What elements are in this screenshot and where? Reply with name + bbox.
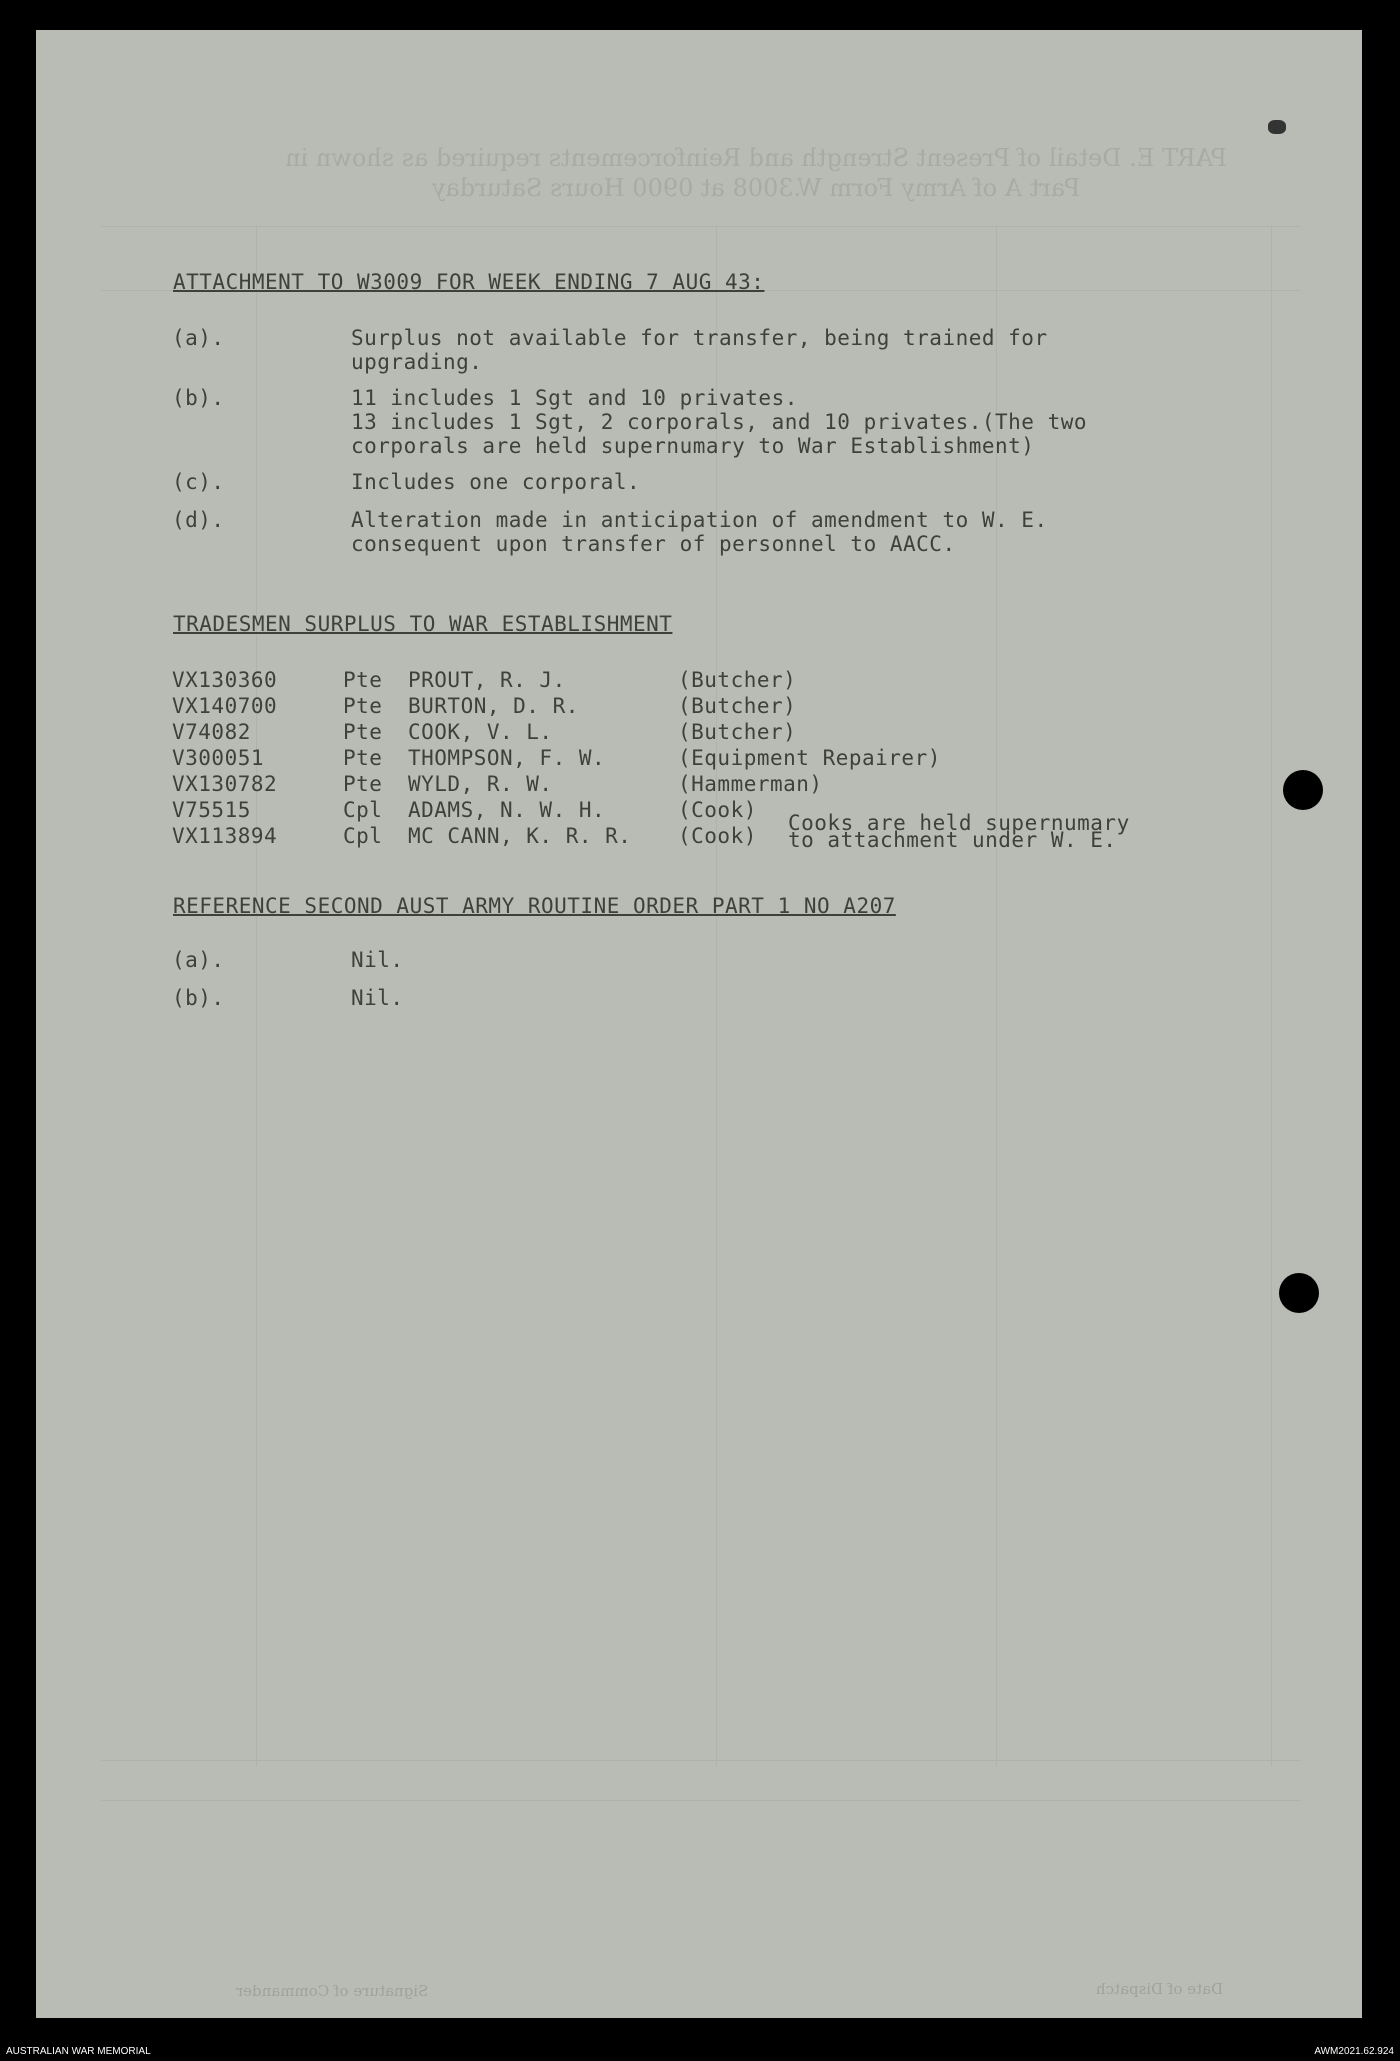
tradesmen-heading: TRADESMEN SURPLUS TO WAR ESTABLISHMENT	[173, 612, 673, 636]
note-label-a: (a).	[172, 326, 225, 350]
service-number: V75515	[172, 798, 251, 822]
note-b-line2: 13 includes 1 Sgt, 2 corporals, and 10 privates.(The two	[351, 410, 1088, 434]
soldier-name: ADAMS, N. W. H.	[408, 798, 606, 822]
commander-signature-label: Signature of Commander	[236, 1982, 429, 2000]
service-number: V300051	[172, 746, 265, 770]
trade: (Hammerman)	[678, 772, 823, 796]
soldier-name: COOK, V. L.	[408, 720, 553, 744]
trade: (Cook)	[678, 798, 757, 822]
rank: Cpl	[343, 798, 383, 822]
trade: (Cook)	[678, 824, 757, 848]
document-sheet	[36, 30, 1362, 2018]
note-a-line2: upgrading.	[351, 350, 483, 374]
form-part-subtitle: Part A of Army Form W.3008 at 0900 Hours Saturday	[431, 174, 1081, 202]
service-number: VX113894	[172, 824, 278, 848]
service-number: VX140700	[172, 694, 278, 718]
rank: Cpl	[343, 824, 383, 848]
soldier-name: MC CANN, K. R. R.	[408, 824, 632, 848]
soldier-name: WYLD, R. W.	[408, 772, 553, 796]
rank: Pte	[343, 668, 383, 692]
soldier-name: THOMPSON, F. W.	[408, 746, 606, 770]
punch-hole-bottom	[1279, 1273, 1319, 1313]
rank: Pte	[343, 746, 383, 770]
soldier-name: BURTON, D. R.	[408, 694, 579, 718]
trade: (Butcher)	[678, 720, 797, 744]
note-c-line1: Includes one corporal.	[351, 470, 641, 494]
form-gridline	[101, 226, 1301, 227]
footer-right: AWM2021.62.924	[1314, 2046, 1394, 2057]
reference-label-a: (a).	[172, 948, 225, 972]
service-number: VX130360	[172, 668, 278, 692]
note-label-b: (b).	[172, 386, 225, 410]
trade: (Butcher)	[678, 668, 797, 692]
ink-speck	[1268, 120, 1286, 134]
cooks-note-line1: Cooks are held supernumary	[788, 811, 1130, 835]
rank: Pte	[343, 772, 383, 796]
form-gridline	[256, 226, 257, 1766]
bleed-through-title	[231, 142, 1281, 204]
form-gridline	[101, 1760, 1301, 1761]
form-gridline	[101, 1800, 1301, 1801]
note-b-line1: 11 includes 1 Sgt and 10 privates.	[351, 386, 798, 410]
cooks-note-line2: to attachment under W. E.	[788, 828, 1117, 852]
form-gridline	[1271, 226, 1272, 1766]
reference-value-b: Nil.	[351, 986, 404, 1010]
reference-label-b: (b).	[172, 986, 225, 1010]
rank: Pte	[343, 720, 383, 744]
trade: (Equipment Repairer)	[678, 746, 941, 770]
reference-heading: REFERENCE SECOND AUST ARMY ROUTINE ORDER PART 1 NO A207	[173, 894, 896, 918]
attachment-heading: ATTACHMENT TO W3009 FOR WEEK ENDING 7 AUG 43:	[173, 270, 765, 294]
note-b-line3: corporals are held supernumary to War Establishment)	[351, 434, 1035, 458]
footer-left: AUSTRALIAN WAR MEMORIAL	[6, 2046, 151, 2057]
soldier-name: PROUT, R. J.	[408, 668, 566, 692]
service-number: VX130782	[172, 772, 278, 796]
note-label-d: (d).	[172, 508, 225, 532]
dispatch-date-label: Date of Dispatch	[1096, 1980, 1224, 1998]
punch-hole-top	[1283, 770, 1323, 810]
service-number: V74082	[172, 720, 251, 744]
rank: Pte	[343, 694, 383, 718]
note-a-line1: Surplus not available for transfer, being trained for	[351, 326, 1048, 350]
reference-value-a: Nil.	[351, 948, 404, 972]
note-label-c: (c).	[172, 470, 225, 494]
trade: (Butcher)	[678, 694, 797, 718]
note-d-line2: consequent upon transfer of personnel to AACC.	[351, 532, 956, 556]
form-part-title: PART E. Detail of Present Strength and Reinforcements required as shown in	[285, 144, 1227, 172]
note-d-line1: Alteration made in anticipation of amendment to W. E.	[351, 508, 1048, 532]
